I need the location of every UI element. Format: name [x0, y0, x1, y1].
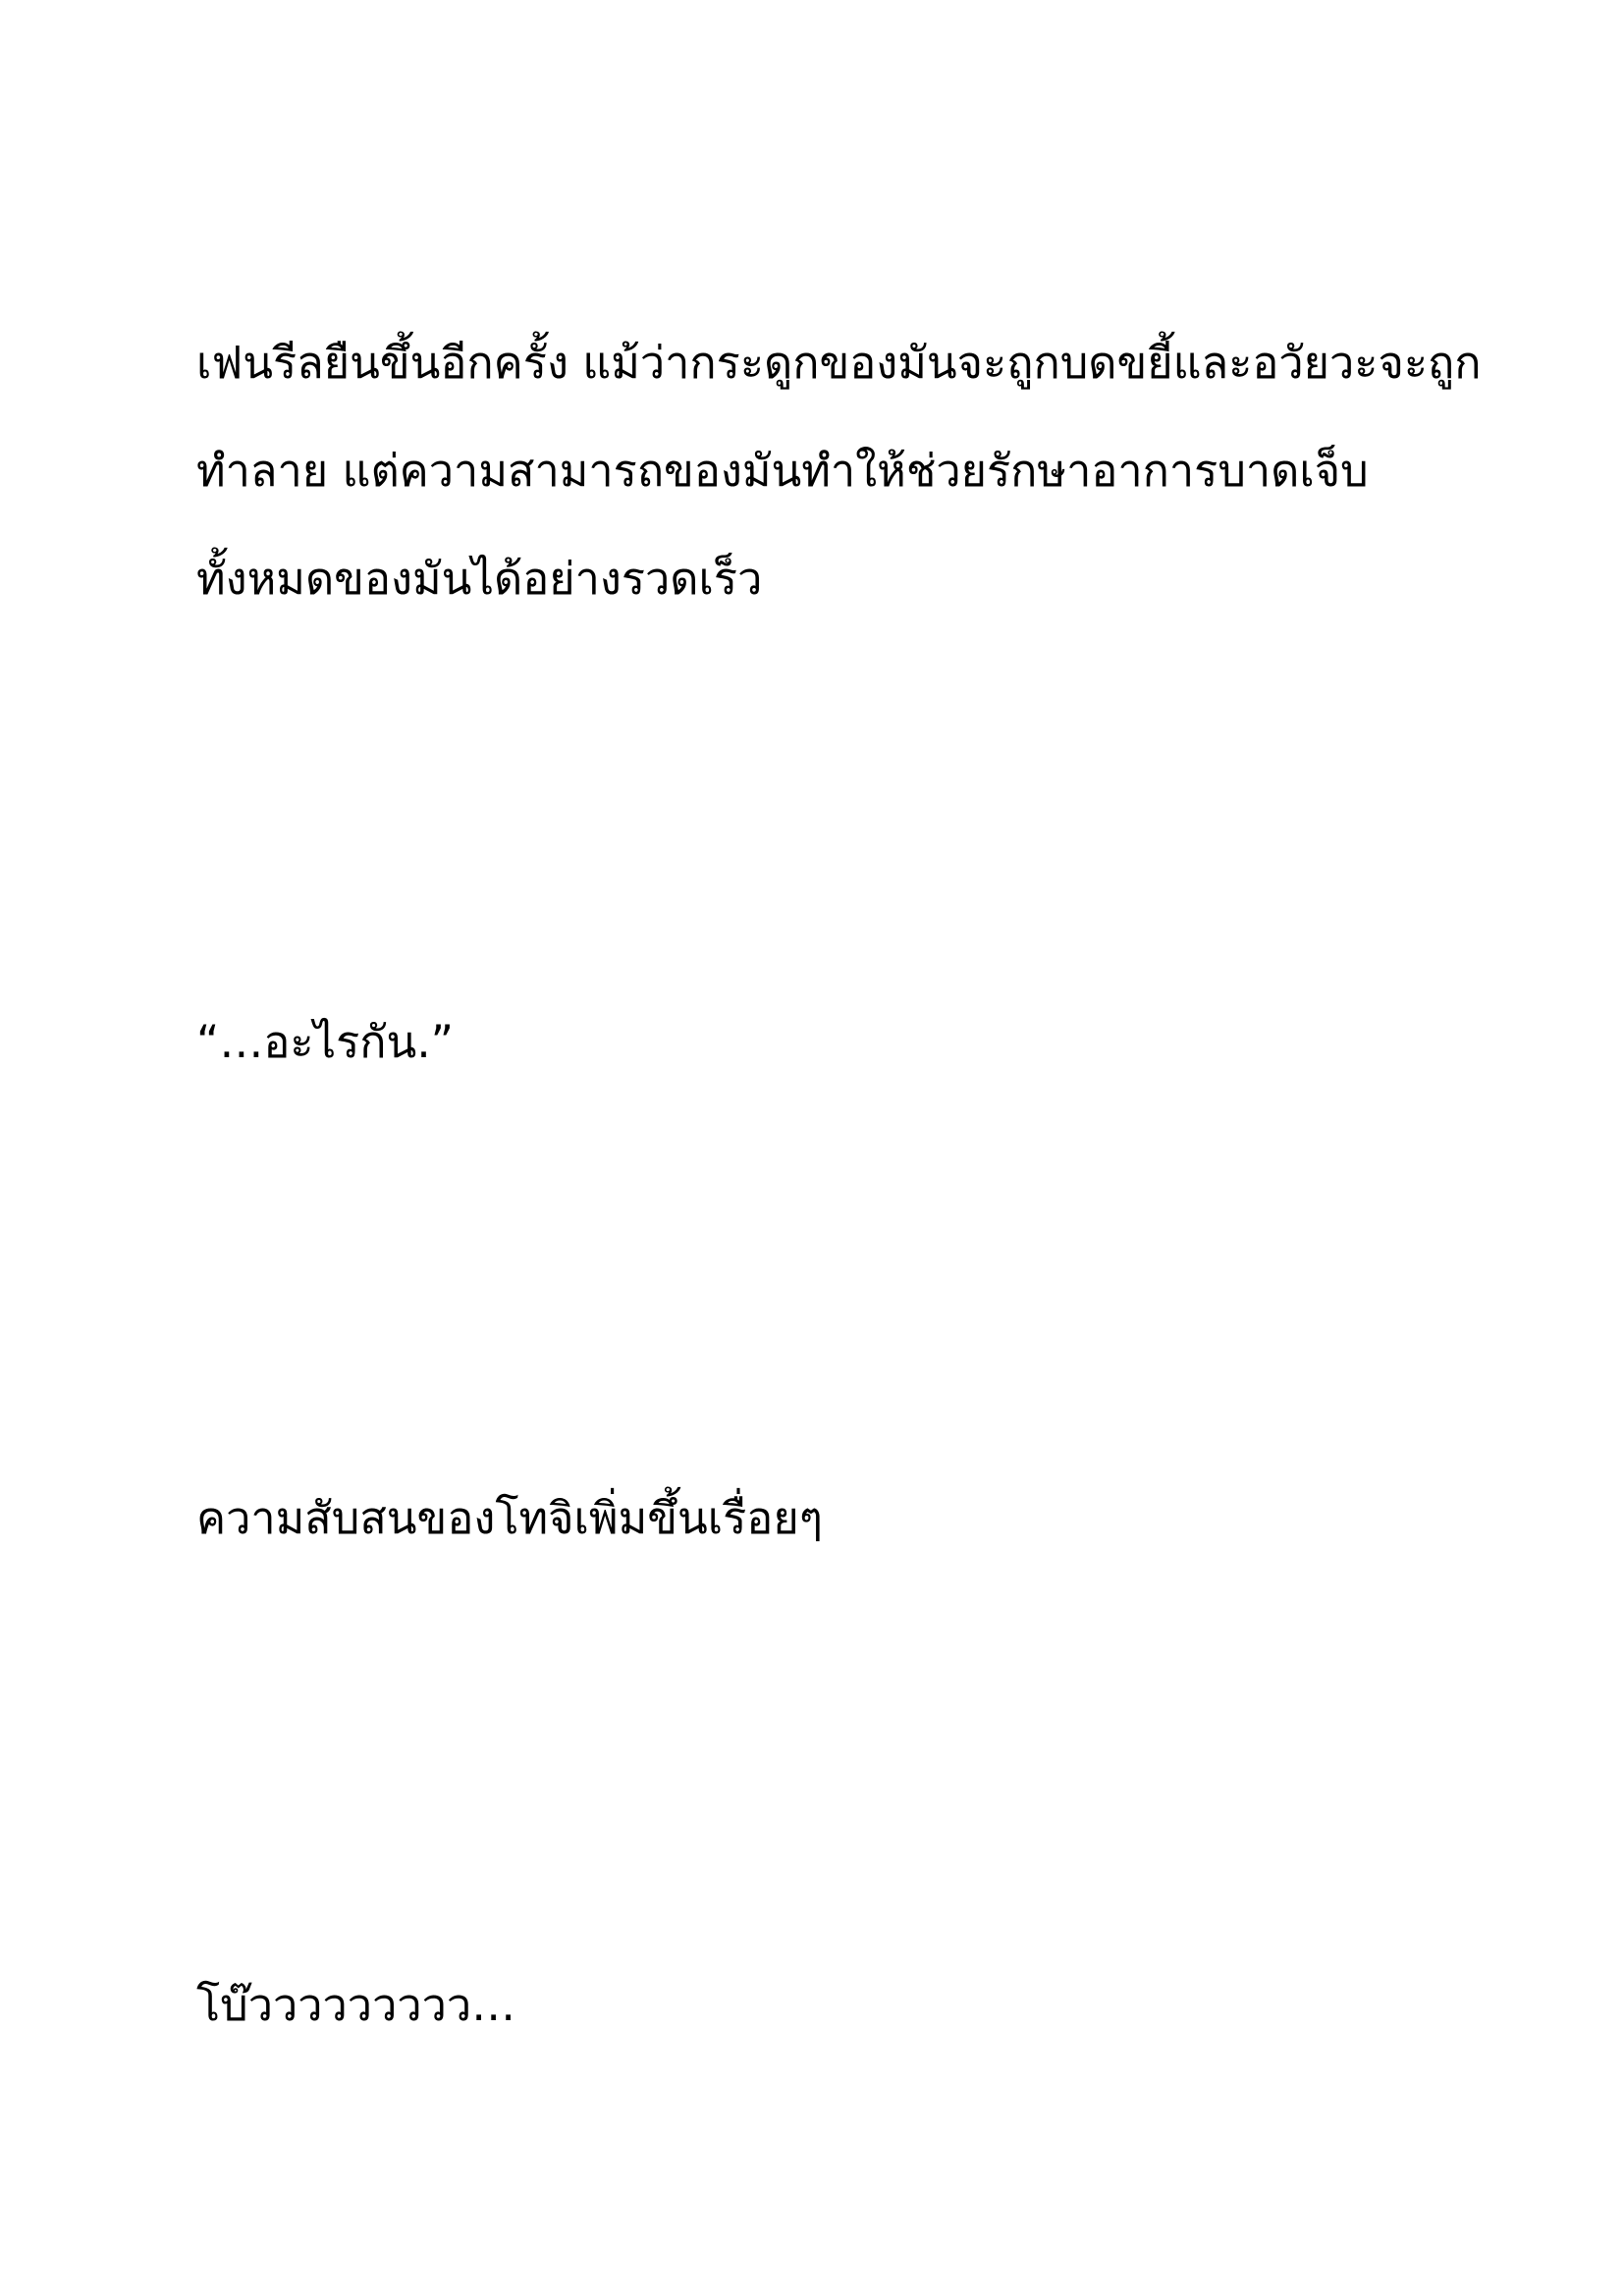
- dialogue-paragraph: [196, 988, 1473, 1096]
- text-line: โบ๊ววววววววว…: [196, 1979, 516, 2031]
- text-line: ความสับสนของโทจิเพิ่มขึ้นเรื่อยๆ: [196, 1492, 823, 1544]
- text-line: “…อะไรกัน.”: [196, 1016, 454, 1068]
- text-line: ทั้งหมดของมันได้อย่างรวดเร็ว: [196, 553, 763, 605]
- sound-effect-paragraph: [196, 1951, 1473, 2059]
- text-line: ทำลาย แต่ความสามารถของมันทำให้ช่วยรักษาอาการบาดเจ็บ: [196, 445, 1369, 497]
- narration-paragraph: [196, 1465, 1473, 1573]
- text-line: เฟนรีลยืนขึ้นอีกครั้ง แม้ว่ากระดูกของมันจะถูกบดขยี้และอวัยวะจะถูก: [196, 337, 1482, 389]
- narration-paragraph: [196, 309, 1482, 633]
